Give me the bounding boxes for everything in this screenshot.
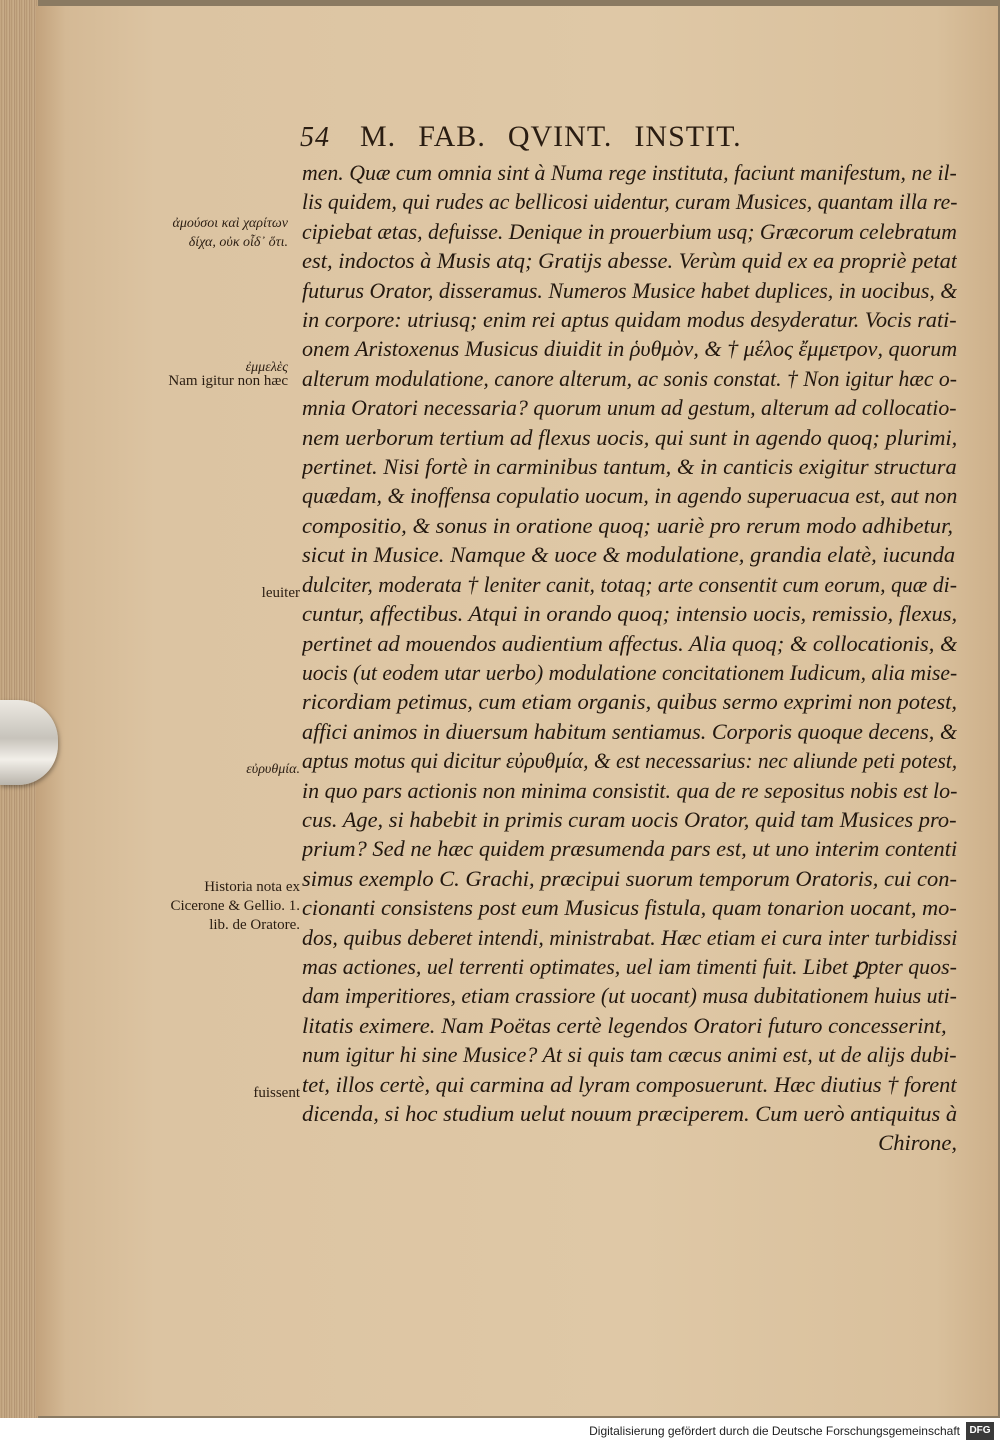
text-line: cuntur, affectibus. Atqui in orando quoq; intensio uocis, remissio, flexus, <box>302 601 957 627</box>
text-line: cipiebat ætas, defuisse. Denique in prouerbium usq; Græcorum celebratum <box>302 218 957 244</box>
text-line: cionanti consistens post eum Musicus fistula, quam tonarion uocant, mo- <box>302 895 957 921</box>
running-header <box>300 120 840 160</box>
text-line: mnia Oratori necessaria? quorum unum ad gestum, alterum ad collocatio- <box>302 395 957 421</box>
text-line: affici animos in diuersum habitum sentiamus. Corporis quoque decens, & <box>302 718 957 744</box>
running-title-word: M. <box>360 120 397 153</box>
text-line: pertinet. Nisi fortè in carminibus tantum, & in canticis exigitur structura <box>302 454 957 480</box>
margin-note-eurythmia: εὐρυθμία. <box>246 762 300 777</box>
running-title-word: QVINT. <box>507 120 613 153</box>
text-line: ricordiam petimus, cum etiam organis, quibus sermo exprimi non potest, <box>302 689 957 715</box>
margin-note-greek-proverb: ἀμούσοι καὶ χαρίτων δίχα, οὐκ οἶδ᾽ ὅτι. <box>172 216 288 250</box>
running-title-word: FAB. <box>418 120 486 153</box>
text-line: dam imperitiores, etiam crassiore (ut uocant) musa dubitationem huius uti- <box>302 983 957 1009</box>
text-line: futurus Orator, disseramus. Numeros Musice habet duplices, in uocibus, & <box>302 277 957 303</box>
text-line: num igitur hi sine Musice? At si quis tam cæcus animi est, ut de alijs dubi- <box>302 1042 957 1068</box>
funding-credit: Digitalisierung gefördert durch die Deutsche Forschungsgemeinschaft <box>589 1424 960 1438</box>
margin-note-nam-igitur: Nam igitur non hæc <box>168 373 288 389</box>
text-line: nem uerborum tertium ad flexus uocis, qui sunt in agendo quoq; plurimi, <box>302 424 957 450</box>
text-line: mas actiones, uel terrenti optimates, uel iam timenti fuit. Libet ꝑpter quos- <box>302 953 957 979</box>
margin-note-fuissent: fuissent <box>253 1085 300 1101</box>
digitization-footer <box>0 1418 1000 1445</box>
text-line: uocis (ut eodem utar uerbo) modulatione concitationem Iudicum, alia mise- <box>302 659 957 685</box>
text-line: aptus motus qui dicitur εὐρυθμία, & est necessarius: nec aliunde peti potest, <box>302 748 957 774</box>
text-line: dulciter, moderata † leniter canit, totaq; arte consentit cum eorum, quæ di- <box>302 571 957 597</box>
margin-note-leuiter: leuiter <box>261 585 300 601</box>
text-line: in quo pars actionis non minima consistit. qua de re sepositus nobis est lo- <box>302 777 957 803</box>
text-line: compositio, & sonus in oratione quoq; uariè pro rerum modo adhibetur, <box>302 512 954 538</box>
main-text-block <box>302 158 957 1158</box>
running-title-word: INSTIT. <box>634 120 742 153</box>
text-line: dos, quibus deberet intendi, ministrabat. Hæc etiam ei cura inter turbidissi <box>302 924 957 950</box>
text-line: Chirone, <box>878 1130 957 1156</box>
text-line: simus exemplo C. Grachi, præcipui suorum temporum Oratoris, cui con- <box>302 865 957 891</box>
text-line: sicut in Musice. Namque & uoce & modulatione, grandia elatè, iucunda <box>302 542 956 568</box>
text-line: dicenda, si hoc studium uelut nouum præciperem. Cum uerò antiquitus à <box>302 1101 957 1126</box>
text-line: est, indoctos à Musis atq; Gratijs abesse. Verùm quid ex ea propriè petat <box>302 248 957 274</box>
text-line: quædam, & inoffensa copulatio uocum, in agendo superuacua est, aut non <box>302 483 957 509</box>
dfg-logo: DFG <box>966 1422 994 1440</box>
text-line: in corpore: utriusq; enim rei aptus quidam modus desyderatur. Vocis rati- <box>302 307 957 333</box>
text-line: litatis eximere. Nam Poëtas certè legendos Oratori futuro concesserint, <box>302 1012 947 1038</box>
text-line: lis quidem, qui rudes ac bellicosi uidentur, curam Musices, quantam illa re- <box>302 189 957 215</box>
text-line: cus. Age, si habebit in primis curam uocis Orator, quid tam Musices pro- <box>302 806 957 832</box>
folio-number: 54 <box>300 122 330 153</box>
text-line: alterum modulatione, canore alterum, ac sonis constat. † Non igitur hæc o- <box>302 365 957 391</box>
text-line: prium? Sed ne hæc quidem præsumenda pars est, ut uno interim contenti <box>302 836 957 862</box>
margin-note-historia: Historia nota ex Cicerone & Gellio. 1. lib. de Oratore. <box>170 879 300 933</box>
text-line: onem Aristoxenus Musicus diuidit in ῥυθμὸν, & † μέλος ἔμμετρον, quorum <box>302 336 957 362</box>
text-line: men. Quæ cum omnia sint à Numa rege instituta, faciunt manifestum, ne il- <box>302 160 957 185</box>
text-line: pertinet ad mouendos audientium affectus. Alia quoq; & collocationis, & <box>302 630 957 656</box>
text-line: tet, illos certè, qui carmina ad lyram composuerunt. Hæc diutius † forent <box>302 1071 957 1097</box>
margin-note-emmeles: ἐμμελὲς <box>245 360 288 375</box>
